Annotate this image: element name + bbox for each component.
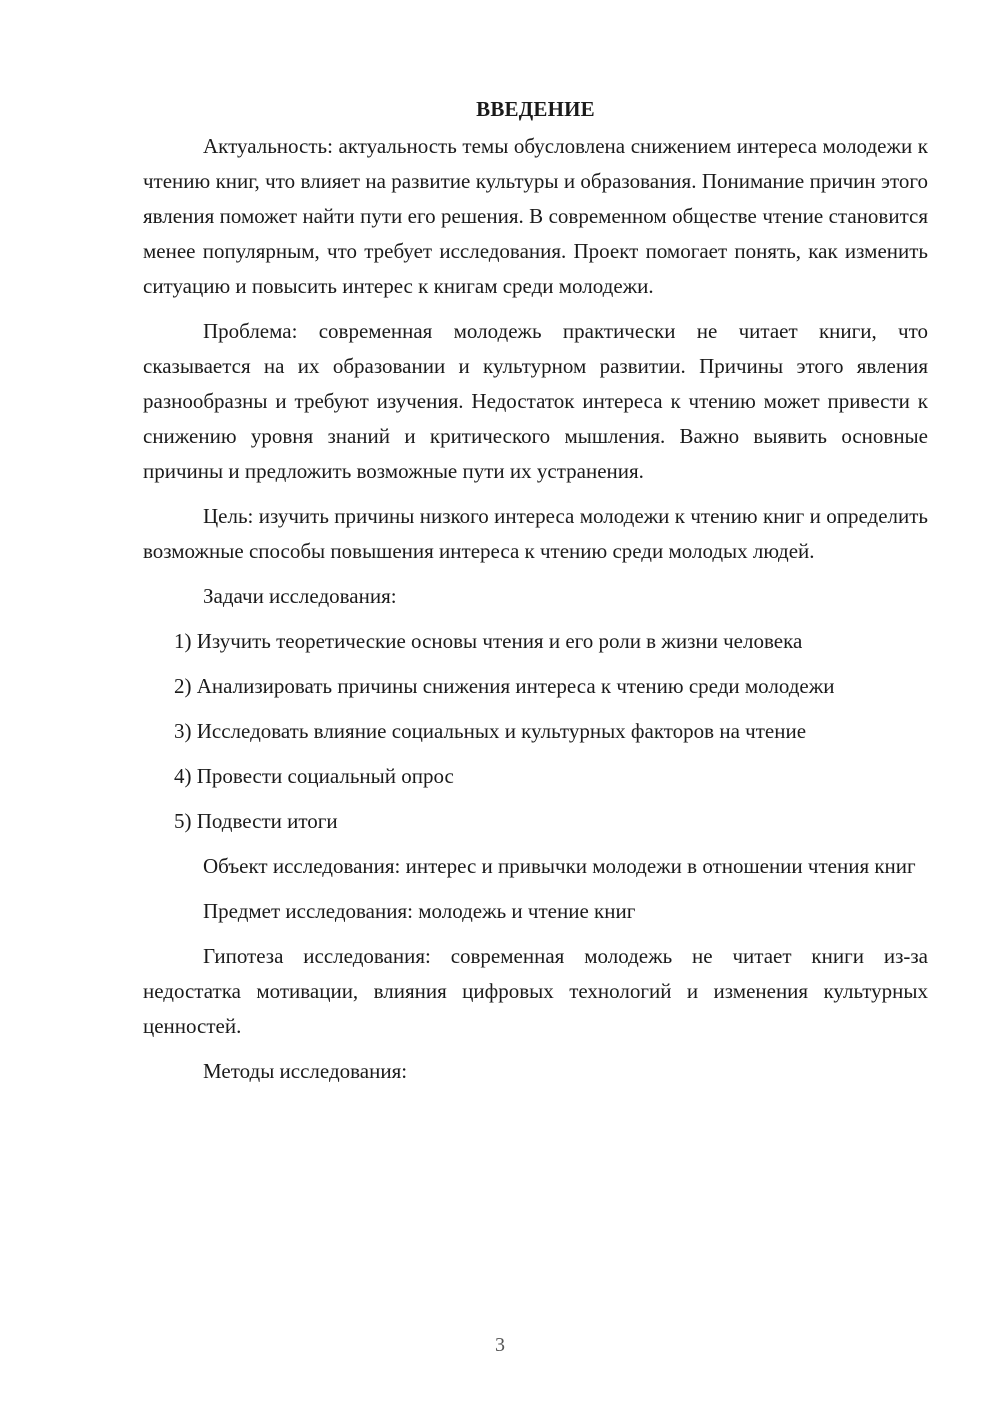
- relevance-paragraph: Актуальность: актуальность темы обусловлена снижением интереса молодежи к чтению книг, что влияет на развитие культуры и образования. Понимание причин этого явления поможет найти пути его решения. В современном обществе чтение становится менее популярным, что требует исследования. Проект помогает понять, как изменить ситуацию и повысить интерес к книгам среди молодежи.: [143, 134, 928, 298]
- page-number: 3: [495, 1334, 505, 1356]
- problem-paragraph: Проблема: современная молодежь практически не читает книги, что сказывается на их образовании и культурном развитии. Причины этого явления разнообразны и требуют изучения. Недостаток интереса к чтению может привести к снижению уровня знаний и критического мышления. Важно выявить основные причины и предложить возможные пути их устранения.: [143, 319, 928, 483]
- object-paragraph: Объект исследования: интерес и привычки молодежи в отношении чтения книг: [203, 854, 916, 878]
- tasks-heading: Задачи исследования:: [203, 584, 397, 608]
- task-item: 1) Изучить теоретические основы чтения и его роли в жизни человека: [174, 629, 803, 653]
- subject-paragraph: Предмет исследования: молодежь и чтение книг: [203, 899, 636, 923]
- document-page: [143, 92, 928, 1099]
- task-item: 5) Подвести итоги: [174, 809, 338, 833]
- methods-heading: Методы исследования:: [203, 1059, 408, 1083]
- hypothesis-paragraph: Гипотеза исследования: современная молодежь не читает книги из-за недостатка мотивации, влияния цифровых технологий и изменения культурных ценностей.: [143, 944, 928, 1038]
- task-item: 3) Исследовать влияние социальных и культурных факторов на чтение: [174, 719, 807, 743]
- section-title: ВВЕДЕНИЕ: [476, 97, 595, 121]
- task-item: 4) Провести социальный опрос: [174, 764, 454, 788]
- goal-paragraph: Цель: изучить причины низкого интереса молодежи к чтению книг и определить возможные способы повышения интереса к чтению среди молодых людей.: [143, 504, 928, 563]
- tasks-list: [143, 624, 928, 839]
- task-item: 2) Анализировать причины снижения интереса к чтению среди молодежи: [174, 674, 835, 698]
